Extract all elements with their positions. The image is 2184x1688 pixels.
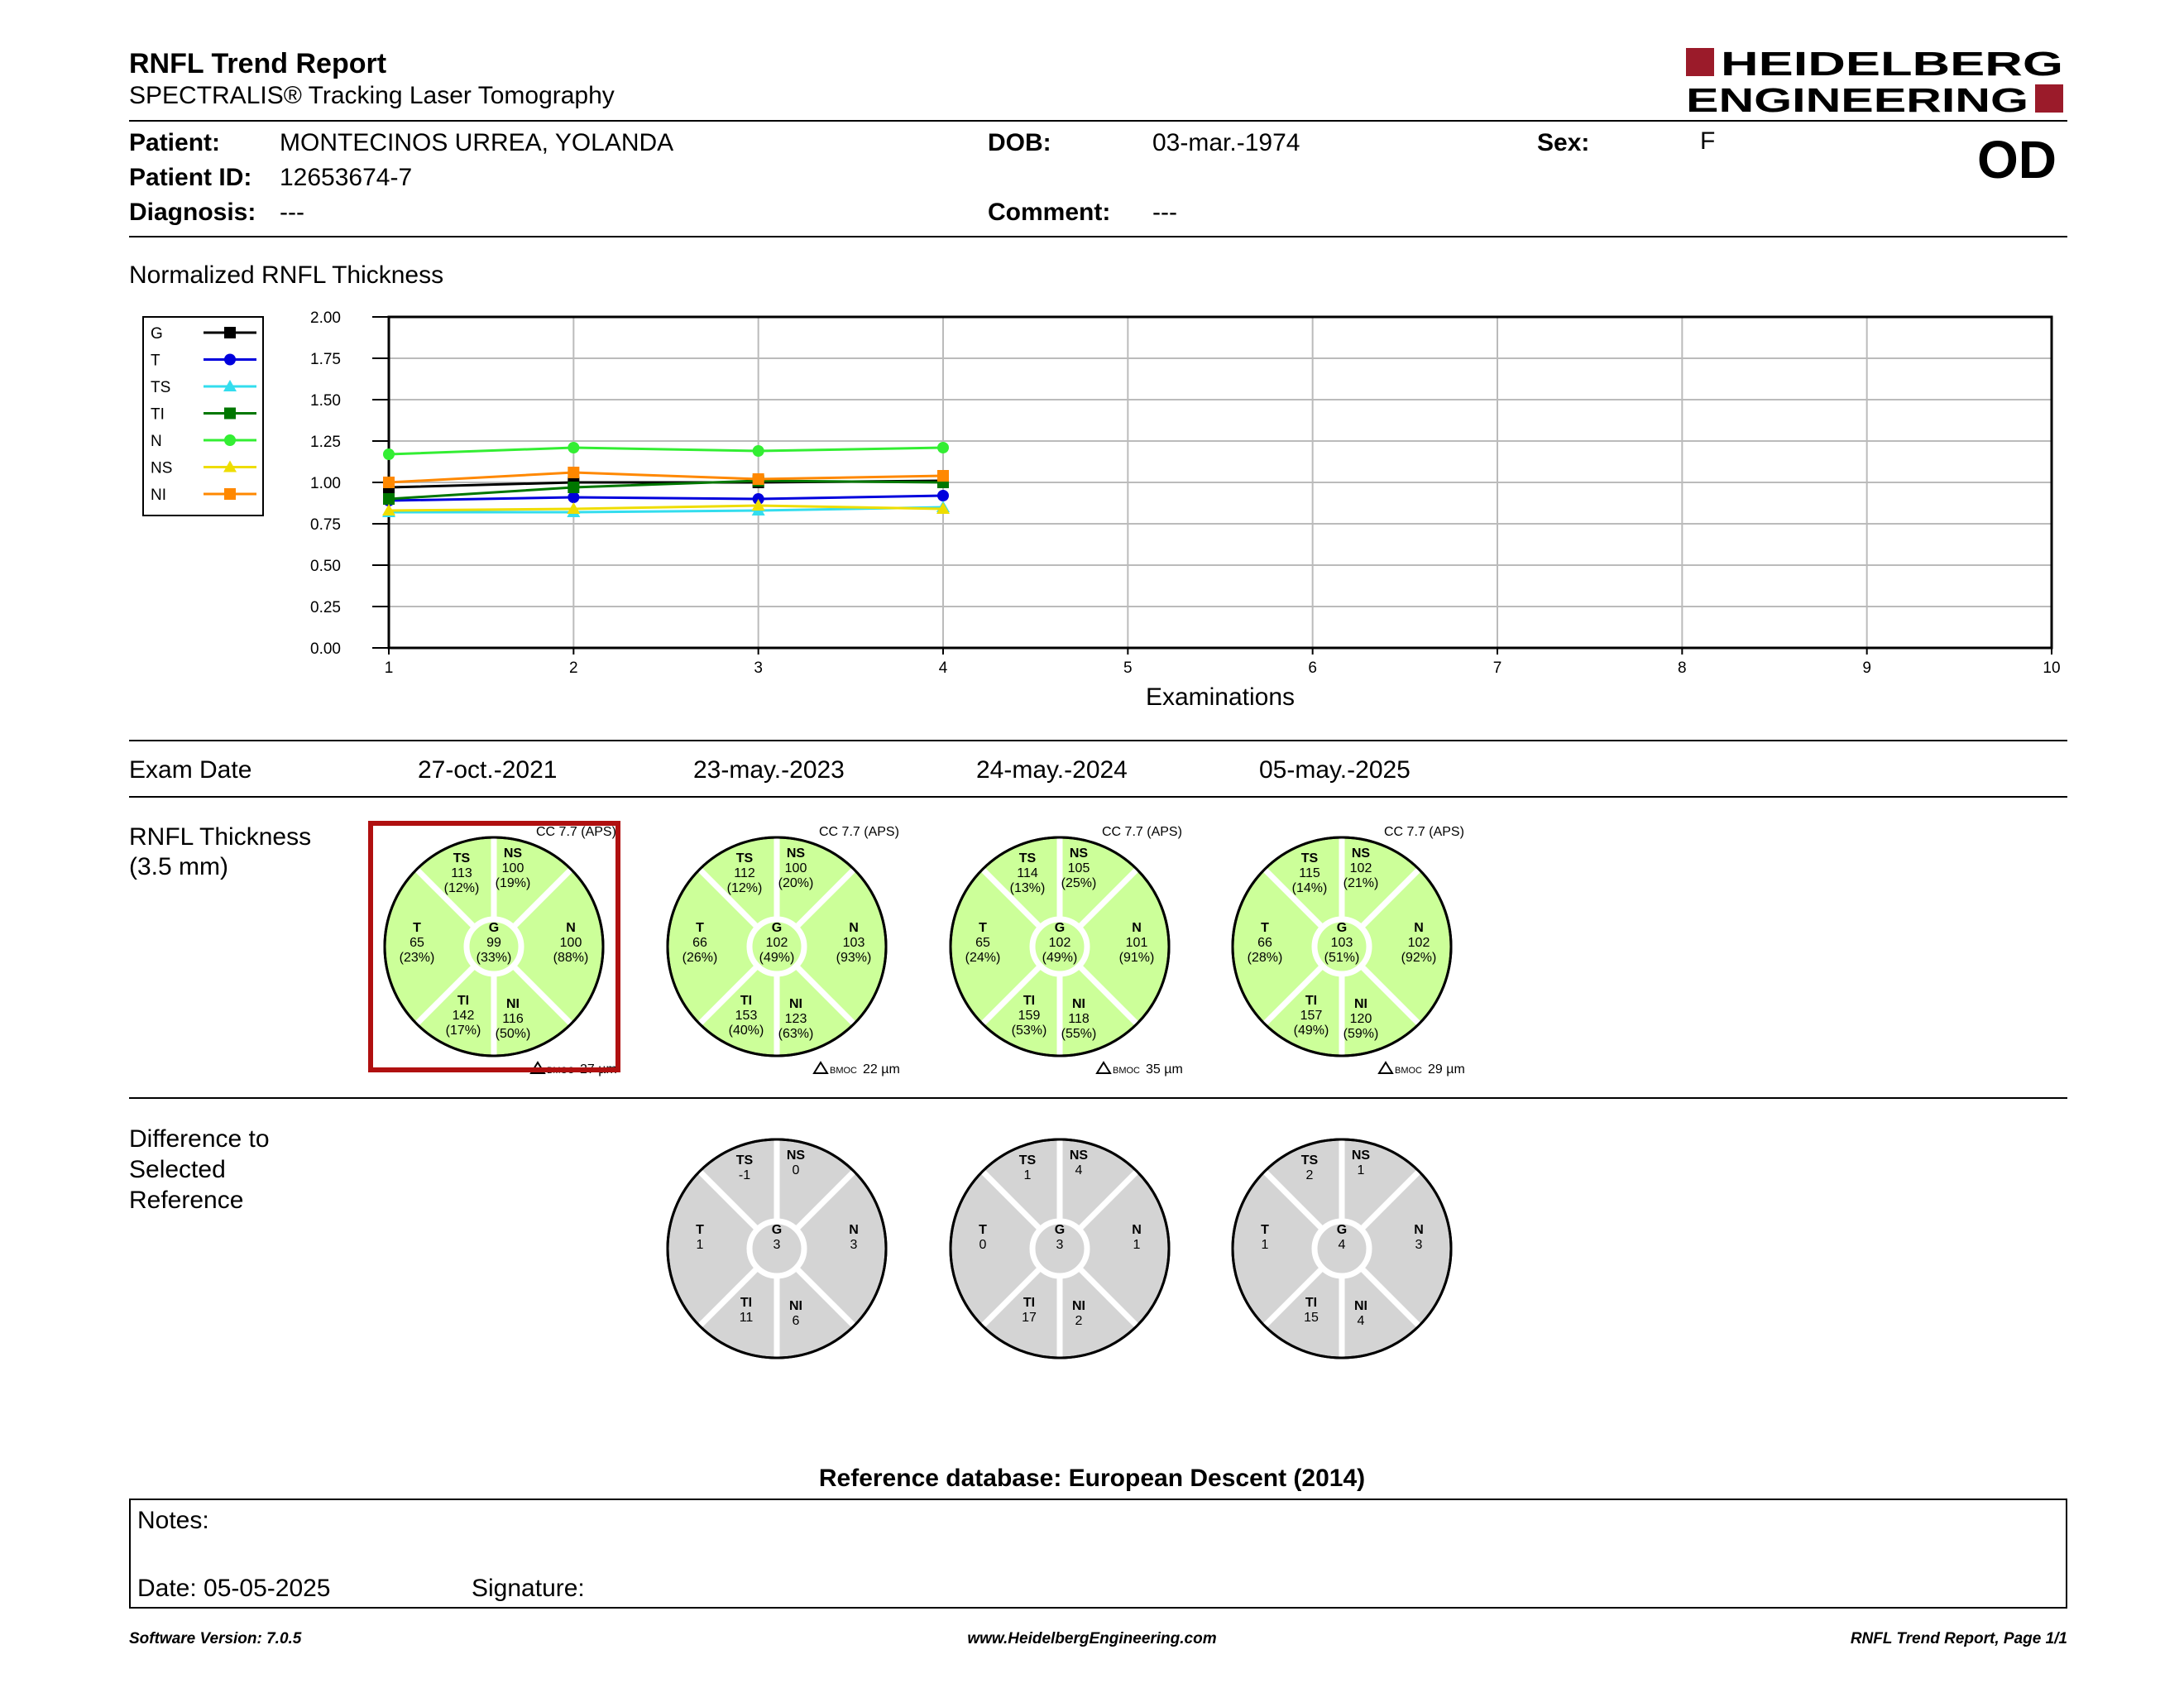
legend-marker — [224, 354, 236, 366]
sector-percent-ns: (21%) — [1343, 876, 1379, 890]
sector-label-ni: NI — [1072, 1299, 1085, 1313]
header-divider — [129, 120, 2067, 122]
diagnosis-value: --- — [280, 199, 304, 226]
sector-percent-ts: (13%) — [1009, 881, 1046, 895]
data-point — [568, 482, 579, 493]
series-n — [383, 442, 949, 460]
chart-legend — [143, 317, 263, 516]
footer-software-version: Software Version: 7.0.5 — [129, 1630, 302, 1647]
sector-label-g: G — [1336, 921, 1348, 935]
sector-value-t: 1 — [696, 1238, 704, 1252]
sector-label-t: T — [1261, 921, 1269, 935]
footer-website: www.HeidelbergEngineering.com — [967, 1630, 1217, 1647]
difference-circle-3 — [1233, 1139, 1451, 1358]
sector-value-ts: 112 — [734, 866, 755, 880]
sector-label-ti: TI — [1305, 1296, 1318, 1310]
sector-value-ns: 102 — [1349, 861, 1372, 875]
sector-label-ni: NI — [1072, 997, 1085, 1011]
sector-label-ts: TS — [453, 851, 471, 866]
sector-value-t: 1 — [1261, 1238, 1269, 1252]
sector-percent-t: (28%) — [1247, 951, 1283, 965]
exam-date-label: Exam Date — [129, 756, 252, 784]
comment-value: --- — [1152, 199, 1177, 226]
data-point — [383, 493, 395, 505]
bmoc-value: 29 µm — [1428, 1062, 1465, 1077]
legend-label: T — [151, 352, 160, 370]
sector-label-ns: NS — [1069, 1149, 1089, 1163]
rnfl-thickness-row — [0, 811, 2184, 1092]
x-tick-label: 2 — [569, 659, 578, 677]
sector-value-ns: 0 — [792, 1163, 800, 1177]
sector-value-ni: 116 — [502, 1012, 524, 1026]
sector-label-n: N — [849, 921, 859, 935]
sector-value-ni: 2 — [1075, 1314, 1083, 1328]
logo-text-bottom: ENGINEERING — [1686, 81, 2028, 116]
series-line — [389, 448, 943, 454]
sector-label-ni: NI — [506, 997, 520, 1011]
rnfl-label-line2: (3.5 mm) — [129, 853, 228, 880]
y-tick-label: 1.00 — [310, 475, 341, 492]
sector-label-ns: NS — [1351, 1149, 1371, 1163]
sector-value-ti: 17 — [1022, 1311, 1037, 1325]
x-tick-label: 3 — [754, 659, 763, 677]
sector-value-ts: 115 — [1299, 866, 1320, 880]
sector-label-ni: NI — [1354, 997, 1367, 1011]
x-tick-label: 9 — [1862, 659, 1871, 677]
dob-value: 03-mar.-1974 — [1152, 129, 1300, 156]
legend-label: NI — [151, 487, 166, 504]
sector-label-g: G — [1054, 921, 1066, 935]
rnfl-circle-2 — [668, 837, 886, 1056]
x-axis-label: Examinations — [1145, 683, 1296, 711]
y-tick-label: 1.75 — [310, 351, 341, 368]
delta-icon — [814, 1062, 827, 1073]
sector-label-t: T — [696, 1223, 704, 1237]
bmoc-value: 27 µm — [580, 1062, 617, 1077]
sector-value-n: 100 — [559, 936, 582, 950]
diagnosis-label: Diagnosis: — [129, 199, 256, 226]
patient-id-label: Patient ID: — [129, 164, 252, 191]
sector-label-ti: TI — [1305, 994, 1318, 1008]
sector-value-t: 66 — [1257, 936, 1272, 950]
comment-label: Comment: — [988, 199, 1111, 226]
sex-value: F — [1700, 127, 1716, 155]
sector-value-ns: 1 — [1357, 1163, 1365, 1177]
sector-value-n: 3 — [850, 1238, 858, 1252]
y-tick-label: 0.25 — [310, 599, 341, 616]
bmoc-label: BMOC — [547, 1066, 574, 1076]
sector-value-ni: 123 — [784, 1012, 807, 1026]
patient-name: MONTECINOS URREA, YOLANDA — [280, 129, 674, 156]
sector-label-ns: NS — [503, 846, 523, 861]
y-tick-label: 2.00 — [310, 309, 341, 327]
cc-label: CC 7.7 (APS) — [1102, 825, 1182, 839]
patient-id: 12653674-7 — [280, 164, 413, 191]
bmoc-value: 35 µm — [1146, 1062, 1183, 1077]
sector-value-ts: -1 — [738, 1168, 751, 1182]
x-tick-label: 10 — [2043, 659, 2061, 677]
y-tick-label: 1.50 — [310, 392, 341, 410]
sector-value-ti: 159 — [1018, 1009, 1041, 1023]
x-tick-label: 4 — [938, 659, 948, 677]
sector-label-t: T — [1261, 1223, 1269, 1237]
data-point — [753, 473, 764, 485]
cc-label: CC 7.7 (APS) — [1384, 825, 1464, 839]
legend-marker — [224, 488, 236, 500]
y-tick-label: 1.25 — [310, 434, 341, 451]
sector-value-g: 103 — [1330, 936, 1353, 950]
sector-label-ni: NI — [789, 997, 802, 1011]
sector-label-ts: TS — [1300, 1153, 1319, 1168]
data-point — [568, 442, 579, 453]
sector-percent-ns: (20%) — [778, 876, 814, 890]
sector-value-ni: 118 — [1068, 1012, 1090, 1026]
rnfl-circle-3 — [951, 837, 1169, 1056]
sector-percent-ns: (19%) — [495, 876, 531, 890]
sector-label-n: N — [849, 1223, 859, 1237]
sector-value-g: 3 — [1056, 1238, 1064, 1252]
sector-value-ts: 113 — [451, 866, 472, 880]
sector-value-n: 3 — [1415, 1238, 1423, 1252]
data-point — [568, 492, 579, 503]
rnfl-circle-1 — [385, 837, 603, 1056]
sector-label-ni: NI — [1354, 1299, 1367, 1313]
heidelberg-logo — [1686, 46, 2067, 116]
sector-label-t: T — [413, 921, 421, 935]
legend-label: NS — [151, 459, 173, 477]
legend-label: N — [151, 433, 162, 450]
sector-label-t: T — [979, 921, 987, 935]
sector-label-ts: TS — [1018, 851, 1037, 866]
sector-value-n: 1 — [1133, 1238, 1141, 1252]
sector-value-g: 4 — [1338, 1238, 1346, 1252]
sector-label-ts: TS — [735, 851, 754, 866]
rnfl-divider — [129, 1097, 2067, 1099]
data-point — [383, 477, 395, 488]
notes-label: Notes: — [137, 1507, 209, 1534]
sector-label-g: G — [1336, 1223, 1348, 1237]
data-point — [568, 467, 579, 478]
legend-marker — [224, 327, 236, 338]
sector-label-g: G — [1054, 1223, 1066, 1237]
footer-page: RNFL Trend Report, Page 1/1 — [1850, 1630, 2067, 1647]
patient-label: Patient: — [129, 129, 221, 156]
bmoc-label: BMOC — [830, 1066, 857, 1076]
chart-divider — [129, 740, 2067, 741]
sector-label-ti: TI — [740, 994, 753, 1008]
x-tick-label: 1 — [384, 659, 394, 677]
sector-value-ts: 1 — [1023, 1168, 1032, 1182]
sector-label-ts: TS — [735, 1153, 754, 1168]
x-tick-label: 5 — [1123, 659, 1133, 677]
data-point — [753, 445, 764, 457]
sector-percent-ns: (25%) — [1061, 876, 1097, 890]
sector-label-n: N — [1414, 921, 1424, 935]
y-tick-label: 0.75 — [310, 516, 341, 534]
sector-value-ns: 100 — [784, 861, 807, 875]
bmoc-label: BMOC — [1395, 1066, 1422, 1076]
sector-value-ns: 105 — [1067, 861, 1090, 875]
data-point — [937, 490, 949, 501]
logo-square-bottom — [2035, 84, 2063, 113]
signature-label: Signature: — [472, 1575, 585, 1602]
sector-label-ti: TI — [457, 994, 470, 1008]
notes-date: Date: 05-05-2025 — [137, 1575, 331, 1602]
eye-label: OD — [1977, 130, 2057, 189]
sector-value-t: 66 — [692, 936, 707, 950]
series-line — [389, 496, 943, 501]
sector-value-ts: 2 — [1305, 1168, 1314, 1182]
sector-value-ts: 114 — [1017, 866, 1038, 880]
sector-label-t: T — [696, 921, 704, 935]
sector-value-ns: 100 — [501, 861, 524, 875]
sector-value-n: 101 — [1125, 936, 1148, 950]
sector-label-ns: NS — [786, 1149, 806, 1163]
sector-label-ni: NI — [789, 1299, 802, 1313]
sector-percent-t: (23%) — [399, 951, 435, 965]
sector-percent-ti: (17%) — [445, 1024, 481, 1038]
sector-label-n: N — [1414, 1223, 1424, 1237]
x-tick-label: 6 — [1308, 659, 1317, 677]
x-tick-label: 8 — [1678, 659, 1687, 677]
sector-percent-n: (93%) — [836, 951, 872, 965]
legend-marker — [224, 408, 236, 420]
sector-percent-g: (51%) — [1324, 951, 1360, 965]
sector-label-n: N — [1132, 1223, 1142, 1237]
y-tick-label: 0.50 — [310, 558, 341, 575]
sector-value-g: 99 — [486, 936, 501, 950]
sector-percent-ni: (63%) — [778, 1027, 814, 1041]
sector-value-ni: 4 — [1357, 1314, 1365, 1328]
legend-label: G — [151, 325, 163, 343]
report-title: RNFL Trend Report — [129, 48, 387, 79]
diff-label-line1: Difference to — [129, 1125, 270, 1153]
sector-label-ti: TI — [1023, 1296, 1036, 1310]
sector-percent-g: (33%) — [476, 951, 512, 965]
sector-value-n: 102 — [1407, 936, 1430, 950]
sector-label-n: N — [566, 921, 576, 935]
sector-percent-ni: (55%) — [1061, 1027, 1097, 1041]
sector-value-t: 0 — [979, 1238, 987, 1252]
sex-label: Sex: — [1537, 129, 1590, 156]
sector-percent-n: (91%) — [1118, 951, 1155, 965]
sector-percent-t: (24%) — [965, 951, 1001, 965]
sector-value-n: 103 — [842, 936, 865, 950]
dates-divider — [129, 796, 2067, 798]
bmoc-value: 22 µm — [863, 1062, 900, 1077]
difference-circle-2 — [951, 1139, 1169, 1358]
reference-database: Reference database: European Descent (2014) — [818, 1465, 1366, 1492]
sector-label-ns: NS — [1351, 846, 1371, 861]
sector-percent-g: (49%) — [1042, 951, 1078, 965]
logo-text-top: HEIDELBERG — [1721, 46, 2063, 83]
sector-percent-g: (49%) — [759, 951, 795, 965]
bmoc-label: BMOC — [1113, 1066, 1140, 1076]
x-tick-label: 7 — [1492, 659, 1502, 677]
sector-percent-ts: (14%) — [1291, 881, 1328, 895]
sector-percent-ni: (59%) — [1343, 1027, 1379, 1041]
sector-value-ni: 6 — [792, 1314, 800, 1328]
sector-label-g: G — [771, 1223, 783, 1237]
sector-label-ti: TI — [740, 1296, 753, 1310]
sector-label-g: G — [771, 921, 783, 935]
sector-label-ts: TS — [1300, 851, 1319, 866]
exam-date-2: 23-may.-2023 — [693, 756, 845, 784]
sector-percent-n: (92%) — [1401, 951, 1437, 965]
legend-label: TS — [151, 379, 171, 396]
notes-box — [129, 1499, 2067, 1609]
rnfl-circle-4 — [1233, 837, 1451, 1056]
sector-value-ti: 153 — [735, 1009, 758, 1023]
sector-value-ti: 142 — [452, 1009, 475, 1023]
sector-percent-ni: (50%) — [495, 1027, 531, 1041]
cc-label: CC 7.7 (APS) — [536, 825, 616, 839]
legend-marker — [224, 434, 236, 446]
sector-value-t: 65 — [410, 936, 424, 950]
sector-percent-ts: (12%) — [443, 881, 480, 895]
difference-circle-1 — [668, 1139, 886, 1358]
sector-label-ti: TI — [1023, 994, 1036, 1008]
data-point — [937, 470, 949, 482]
sector-value-g: 3 — [773, 1238, 781, 1252]
legend-label: TI — [151, 405, 165, 424]
cc-label: CC 7.7 (APS) — [819, 825, 899, 839]
sector-label-ns: NS — [1069, 846, 1089, 861]
sector-percent-ti: (49%) — [1293, 1024, 1329, 1038]
sector-label-ns: NS — [786, 846, 806, 861]
sector-percent-ti: (40%) — [728, 1024, 764, 1038]
series-t — [383, 490, 949, 506]
diff-label-line3: Reference — [129, 1187, 244, 1214]
sector-label-ts: TS — [1018, 1153, 1037, 1168]
report-subtitle: SPECTRALIS® Tracking Laser Tomography — [129, 82, 615, 109]
sector-percent-ti: (53%) — [1011, 1024, 1047, 1038]
delta-icon — [1379, 1062, 1392, 1073]
sector-value-ti: 11 — [739, 1311, 754, 1325]
delta-icon — [1097, 1062, 1110, 1073]
sector-label-g: G — [488, 921, 500, 935]
sector-value-t: 65 — [975, 936, 990, 950]
logo-square-top — [1686, 48, 1714, 76]
sector-percent-t: (26%) — [682, 951, 718, 965]
sector-value-g: 102 — [1048, 936, 1071, 950]
patient-divider — [129, 236, 2067, 237]
chart-section-title: Normalized RNFL Thickness — [129, 261, 444, 289]
sector-value-ti: 15 — [1304, 1311, 1319, 1325]
y-tick-label: 0.00 — [310, 640, 341, 658]
sector-value-ti: 157 — [1300, 1009, 1323, 1023]
exam-date-3: 24-may.-2024 — [976, 756, 1128, 784]
trend-chart — [0, 298, 2184, 712]
data-point — [937, 442, 949, 453]
sector-value-ns: 4 — [1075, 1163, 1083, 1177]
exam-date-4: 05-may.-2025 — [1259, 756, 1410, 784]
exam-date-1: 27-oct.-2021 — [418, 756, 558, 784]
sector-label-n: N — [1132, 921, 1142, 935]
rnfl-label-line1: RNFL Thickness — [129, 823, 312, 851]
data-point — [383, 448, 395, 460]
sector-percent-n: (88%) — [553, 951, 589, 965]
sector-percent-ts: (12%) — [726, 881, 763, 895]
difference-row — [0, 1125, 2184, 1374]
sector-value-ni: 120 — [1349, 1012, 1372, 1026]
diff-label-line2: Selected — [129, 1156, 226, 1183]
sector-value-g: 102 — [765, 936, 788, 950]
sector-label-t: T — [979, 1223, 987, 1237]
dob-label: DOB: — [988, 129, 1051, 156]
